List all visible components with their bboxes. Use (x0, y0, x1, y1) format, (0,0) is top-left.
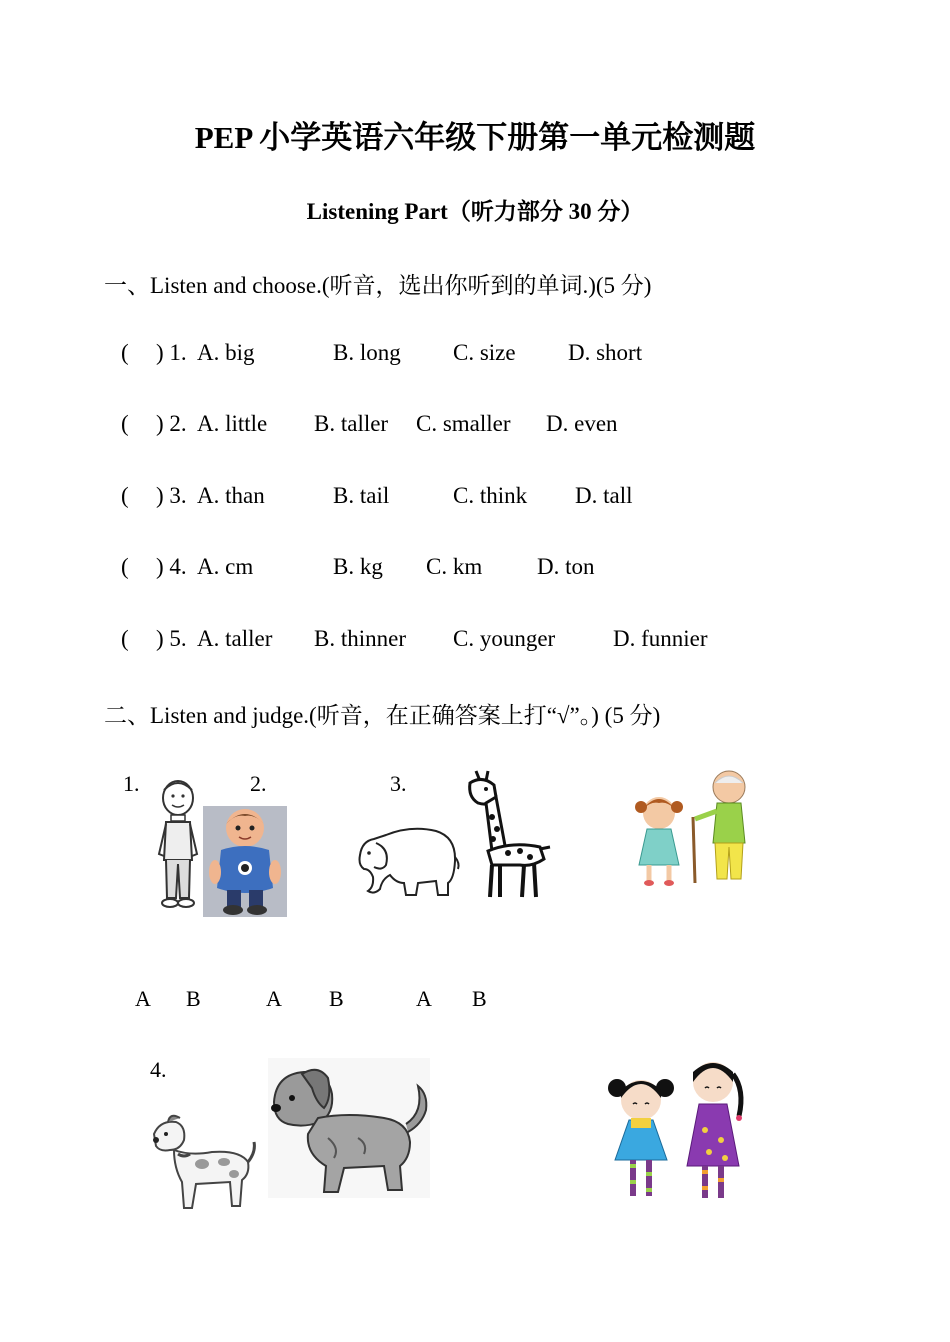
option-a: A. cm (197, 554, 254, 579)
item-number-4: 4. (150, 1057, 167, 1082)
question-number: ) 5. (156, 626, 187, 651)
thin-boy-illustration (155, 778, 201, 912)
question-number: ) 3. (156, 483, 187, 508)
option-d: D. ton (537, 554, 595, 579)
answer-paren[interactable]: ( (121, 554, 129, 579)
answer-paren[interactable]: ( (121, 626, 129, 651)
option-a: A. big (197, 340, 255, 365)
option-a: A. than (197, 483, 265, 508)
option-d: D. short (568, 340, 643, 365)
option-d: D. funnier (613, 626, 708, 651)
big-dog-illustration (268, 1058, 430, 1198)
chubby-boy-illustration (203, 806, 287, 917)
item-number-2: 2. (250, 771, 267, 796)
question-number: ) 1. (156, 340, 187, 365)
option-b: B. tail (333, 483, 390, 508)
question-number: ) 4. (156, 554, 187, 579)
option-b: B. kg (333, 554, 383, 579)
choice-b-2[interactable]: B (329, 986, 344, 1011)
giraffe-illustration (462, 767, 552, 901)
question-number: ) 2. (156, 411, 187, 436)
answer-paren[interactable]: ( (121, 483, 129, 508)
option-b: B. taller (314, 411, 389, 436)
answer-paren[interactable]: ( (121, 340, 129, 365)
option-c: C. younger (453, 626, 556, 651)
option-b: B. long (333, 340, 401, 365)
elephant-illustration (356, 825, 460, 897)
girl-and-grandpa-illustration (633, 767, 763, 891)
option-b: B. thinner (314, 626, 406, 651)
page-title: PEP 小学英语六年级下册第一单元检测题 (194, 120, 756, 155)
option-d: D. even (546, 411, 618, 436)
section-1-heading: 一、Listen and choose.(听音，选出你听到的单词.)(5 分) (104, 273, 652, 298)
option-c: C. smaller (416, 411, 511, 436)
page-subtitle: Listening Part（听力部分 30 分） (306, 199, 644, 224)
small-dog-illustration (150, 1112, 258, 1214)
option-c: C. km (426, 554, 483, 579)
choice-a-1[interactable]: A (135, 986, 151, 1011)
choice-a-3[interactable]: A (416, 986, 432, 1011)
section-2-heading: 二、Listen and judge.(听音，在正确答案上打“√”。) (5 分) (104, 703, 661, 728)
two-girls-illustration (605, 1060, 747, 1202)
option-a: A. little (197, 411, 268, 436)
option-d: D. tall (575, 483, 633, 508)
choice-b-3[interactable]: B (472, 986, 487, 1011)
item-number-3: 3. (390, 771, 407, 796)
option-a: A. taller (197, 626, 273, 651)
item-number-1: 1. (123, 771, 140, 796)
option-c: C. think (453, 483, 528, 508)
answer-paren[interactable]: ( (121, 411, 129, 436)
choice-b-1[interactable]: B (186, 986, 201, 1011)
choice-a-2[interactable]: A (266, 986, 282, 1011)
option-c: C. size (453, 340, 516, 365)
